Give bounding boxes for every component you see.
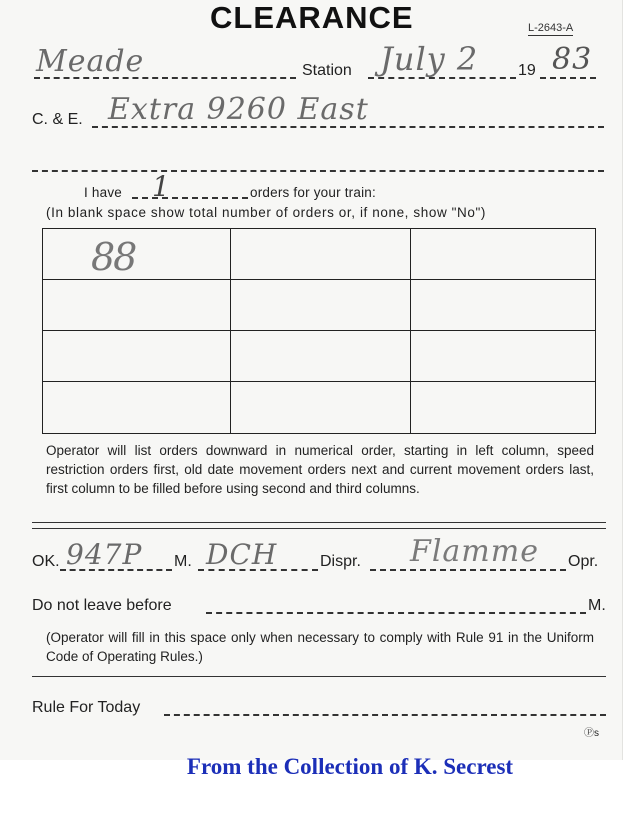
orders-count-handwritten: 1 [152, 170, 171, 203]
order-cell [411, 382, 595, 433]
order-cell [411, 229, 595, 280]
date-blank [368, 77, 516, 79]
order-cell [231, 280, 411, 331]
station-name-blank [34, 77, 296, 79]
opr-label: Opr. [568, 553, 599, 570]
year-handwritten: 83 [552, 42, 593, 77]
leave-m-label: M. [588, 597, 606, 614]
ce-blank [92, 126, 604, 128]
leave-blank [206, 612, 586, 614]
divider-rule [32, 528, 606, 529]
ok-label: OK. [32, 553, 60, 570]
divider-rule [32, 676, 606, 677]
extra-blank-line [32, 170, 604, 172]
order-cell [43, 229, 231, 280]
year-prefix: 19 [518, 62, 536, 79]
ok-time-blank [60, 569, 172, 571]
order-cell [231, 382, 411, 433]
ok-m-label: M. [174, 553, 192, 570]
order-cell [411, 280, 595, 331]
order-cell [411, 331, 595, 382]
operator-blank [370, 569, 566, 571]
form-title: CLEARANCE [210, 0, 414, 35]
orders-table [42, 228, 596, 434]
order-cell [231, 331, 411, 382]
rule-label: Rule For Today [32, 699, 141, 716]
ok-time-handwritten: 947P [66, 538, 143, 571]
initials-blank [198, 569, 318, 571]
orders-prefix: I have [84, 185, 122, 200]
year-blank [540, 77, 596, 79]
order-cell [43, 382, 231, 433]
operator-instructions: Operator will list orders downward in numerical order, starting in left column, speed restriction orders first, old date movement orders next and current movement orders last, first column to be filled before using second and third columns. [46, 443, 594, 496]
collection-credit-text: From the Collection of K. Secrest [186, 754, 514, 779]
order-cell [43, 280, 231, 331]
leave-note: (Operator will fill in this space only when necessary to comply with Rule 91 in the Uniform Code of Operating Rules.) [46, 630, 594, 664]
station-name-handwritten: Meade [36, 44, 145, 79]
form-number: L-2643-A [528, 22, 574, 34]
order-cell [231, 229, 411, 280]
date-handwritten: July 2 [380, 40, 479, 78]
initials-handwritten: DCH [206, 538, 278, 571]
orders-instruction: (In blank space show total number of orders or, if none, show "No") [46, 205, 486, 220]
ce-value-handwritten: Extra 9260 East [108, 92, 369, 127]
printer-mark: Ⓟs [584, 728, 599, 739]
dispr-label: Dispr. [320, 553, 361, 570]
leave-label: Do not leave before [32, 597, 172, 614]
orders-suffix: orders for your train: [250, 185, 376, 200]
ce-label: C. & E. [32, 111, 83, 128]
station-label: Station [302, 62, 352, 79]
order-number-handwritten: 88 [91, 235, 136, 279]
divider-rule [32, 522, 606, 523]
order-cell [43, 331, 231, 382]
operator-handwritten: Flamme [410, 534, 539, 569]
rule-blank [164, 714, 606, 716]
orders-count-blank [132, 197, 248, 199]
collection-credit [0, 754, 640, 780]
